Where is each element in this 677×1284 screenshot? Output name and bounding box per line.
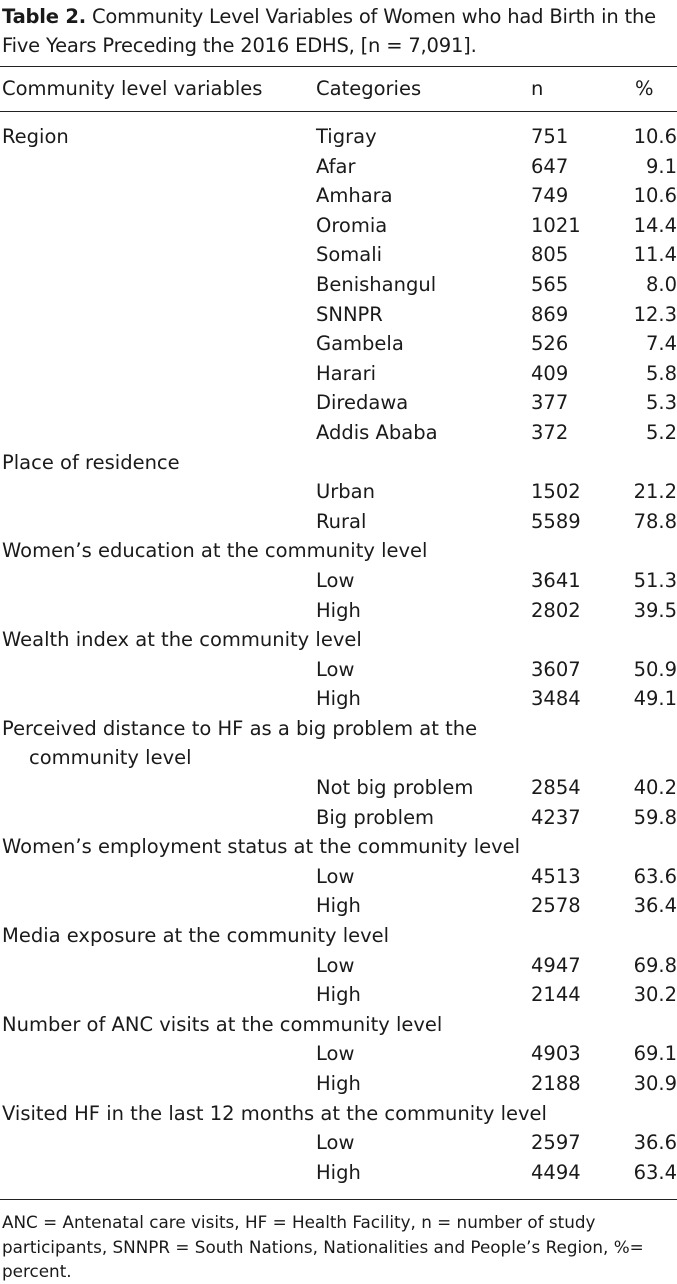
n-cell: 5589 (531, 509, 581, 533)
category-cell: Low (316, 568, 355, 592)
n-cell: 1021 (531, 213, 581, 237)
table-row (0, 655, 677, 685)
n-cell: 2597 (531, 1131, 581, 1155)
group-label (0, 921, 677, 951)
table-row (0, 862, 677, 892)
percent-cell: 10.6 (633, 184, 677, 208)
group-label-line: Women’s employment status at the community level (2, 835, 521, 859)
group-label (0, 1099, 677, 1129)
table-row (0, 951, 677, 981)
percent-cell: 30.2 (633, 983, 677, 1007)
n-cell: 4947 (531, 953, 581, 977)
group-label: Region (2, 125, 69, 148)
category-cell: Addis Ababa (316, 420, 438, 444)
header-n: n (531, 77, 544, 100)
percent-cell: 51.3 (633, 568, 677, 592)
table-row (0, 980, 677, 1010)
table-title: Community Level Variables of Women who had Birth in the Five Years Preceding the 2016 EDHS, [n = 7,091]. (2, 5, 656, 57)
n-cell: 4513 (531, 864, 581, 888)
table-row (0, 300, 677, 330)
group-label (0, 714, 677, 773)
n-cell: 565 (531, 272, 569, 296)
n-cell: 2188 (531, 1072, 581, 1095)
table-row (0, 507, 677, 537)
category-cell: Rural (316, 509, 367, 533)
table-footnote: ANC = Antenatal care visits, HF = Health Facility, n = number of study participants, SNNPR = South Nations, Nationalities and People’s Region, %= percent. (2, 1212, 644, 1281)
percent-cell: 12.3 (633, 302, 677, 326)
header-categories: Categories (316, 77, 422, 100)
n-cell: 751 (531, 125, 569, 148)
percent-cell: 5.8 (645, 361, 677, 385)
percent-cell: 21.2 (633, 480, 677, 504)
top-rule (0, 66, 677, 67)
table-row (0, 1039, 677, 1069)
table-row (0, 1158, 677, 1188)
header-variables: Community level variables (2, 77, 263, 100)
table-caption (2, 2, 670, 60)
category-cell: Low (316, 1042, 355, 1066)
table-row (0, 596, 677, 626)
category-cell: High (316, 1072, 361, 1095)
n-cell: 2578 (531, 894, 581, 918)
category-cell: Low (316, 657, 355, 681)
table-body (0, 122, 677, 1187)
n-cell: 869 (531, 302, 569, 326)
group-label-line: Perceived distance to HF as a big problem at the (2, 716, 478, 740)
table-row (0, 418, 677, 448)
group-label (0, 536, 677, 566)
n-cell: 2144 (531, 983, 581, 1007)
percent-cell: 11.4 (633, 243, 677, 267)
table-row (0, 388, 677, 418)
percent-cell: 5.3 (645, 391, 677, 415)
n-cell: 409 (531, 361, 569, 385)
n-cell: 3607 (531, 657, 581, 681)
group-label-line: Wealth index at the community level (2, 628, 362, 652)
percent-cell: 36.4 (633, 894, 677, 918)
table-row (0, 684, 677, 714)
category-cell: Low (316, 864, 355, 888)
group-label-line: Visited HF in the last 12 months at the community level (2, 1101, 547, 1125)
category-cell: High (316, 687, 361, 711)
group-label (0, 1010, 677, 1040)
table-row (0, 181, 677, 211)
category-cell: Gambela (316, 332, 404, 356)
table-row (0, 329, 677, 359)
percent-cell: 14.4 (633, 213, 677, 237)
table-row (0, 773, 677, 803)
category-cell: SNNPR (316, 302, 383, 326)
table-row (0, 122, 677, 152)
category-cell: Urban (316, 480, 375, 504)
n-cell: 4494 (531, 1160, 581, 1184)
table-row (0, 891, 677, 921)
n-cell: 749 (531, 184, 569, 208)
n-cell: 3484 (531, 687, 581, 711)
n-cell: 372 (531, 420, 569, 444)
n-cell: 377 (531, 391, 569, 415)
category-cell: High (316, 983, 361, 1007)
group-label (0, 625, 677, 655)
n-cell: 4903 (531, 1042, 581, 1066)
table-row (0, 359, 677, 389)
n-cell: 805 (531, 243, 569, 267)
percent-cell: 63.6 (633, 864, 677, 888)
header-rule (0, 111, 677, 112)
category-cell: Diredawa (316, 391, 409, 415)
group-label (0, 448, 677, 478)
category-cell: Tigray (316, 125, 377, 148)
percent-cell: 69.8 (633, 953, 677, 977)
category-cell: Benishangul (316, 272, 437, 296)
category-cell: Somali (316, 243, 383, 267)
category-cell: Low (316, 953, 355, 977)
n-cell: 2854 (531, 776, 581, 800)
table-row (0, 566, 677, 596)
percent-cell: 50.9 (633, 657, 677, 681)
category-cell: Oromia (316, 213, 388, 237)
percent-cell: 7.4 (645, 332, 677, 356)
n-cell: 2802 (531, 598, 581, 622)
percent-cell: 5.2 (645, 420, 677, 444)
category-cell: High (316, 894, 361, 918)
table-label: Table 2. (2, 5, 86, 28)
group-label (0, 832, 677, 862)
percent-cell: 59.8 (633, 805, 677, 829)
percent-cell: 36.6 (633, 1131, 677, 1155)
category-cell: Low (316, 1131, 355, 1155)
percent-cell: 49.1 (633, 687, 677, 711)
table-row (0, 477, 677, 507)
table-row (0, 152, 677, 182)
group-label-continuation: community level (29, 746, 192, 770)
percent-cell: 39.5 (633, 598, 677, 622)
table-header (0, 72, 677, 106)
category-cell: Big problem (316, 805, 435, 829)
header-percent: % (635, 77, 654, 100)
group-label-line: Place of residence (2, 450, 180, 474)
category-cell: High (316, 1160, 361, 1184)
category-cell: Not big problem (316, 776, 474, 800)
category-cell: High (316, 598, 361, 622)
category-cell: Amhara (316, 184, 393, 208)
percent-cell: 78.8 (633, 509, 677, 533)
table-row (0, 270, 677, 300)
table-row (0, 211, 677, 241)
table-row (0, 1069, 677, 1099)
n-cell: 4237 (531, 805, 581, 829)
percent-cell: 69.1 (633, 1042, 677, 1066)
percent-cell: 9.1 (645, 154, 677, 178)
n-cell: 1502 (531, 480, 581, 504)
category-cell: Harari (316, 361, 377, 385)
bottom-rule (0, 1199, 677, 1200)
percent-cell: 30.9 (633, 1072, 677, 1095)
group-label-line: Women’s education at the community level (2, 539, 428, 563)
percent-cell: 10.6 (633, 125, 677, 148)
group-label-line: Number of ANC visits at the community level (2, 1012, 443, 1036)
percent-cell: 40.2 (633, 776, 677, 800)
n-cell: 3641 (531, 568, 581, 592)
group-label-line: Media exposure at the community level (2, 924, 390, 948)
table-row (0, 240, 677, 270)
table-row (0, 1128, 677, 1158)
percent-cell: 63.4 (633, 1160, 677, 1184)
category-cell: Afar (316, 154, 356, 178)
percent-cell: 8.0 (645, 272, 677, 296)
n-cell: 526 (531, 332, 569, 356)
table-row (0, 803, 677, 833)
n-cell: 647 (531, 154, 569, 178)
